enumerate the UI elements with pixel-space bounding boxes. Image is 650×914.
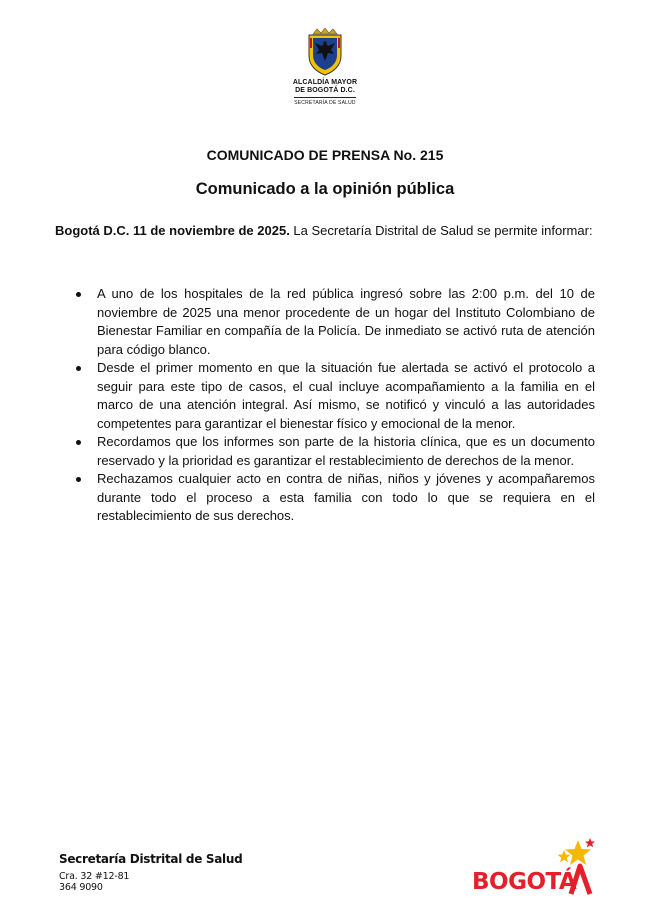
bogota-brand-logo bbox=[468, 836, 598, 902]
list-item-text: Desde el primer momento en que la situación fue alertada se activó el protocolo a seguir para este tipo de casos, el cual incluye acompañamiento a la familia en el marco de una atención integral. Así mismo, se notificó y vinculó a las autoridades competentes para garantizar el bienestar físico y emocional de la menor. bbox=[97, 360, 595, 431]
footer-contact bbox=[59, 852, 242, 893]
document-title: Comunicado a la opinión pública bbox=[195, 180, 455, 198]
list-item bbox=[55, 285, 595, 359]
statement-list bbox=[55, 285, 595, 526]
footer-phone: 364 9090 bbox=[59, 882, 103, 893]
org-subtitle: SECRETARÍA DE SALUD bbox=[294, 100, 356, 106]
intro-date-lead: Bogotá D.C. 11 de noviembre de 2025. bbox=[55, 223, 290, 238]
brand-wordmark: BOGOTÁ bbox=[472, 869, 577, 895]
footer-address: Cra. 32 #12-81 bbox=[59, 871, 130, 882]
bullet-dot-icon bbox=[76, 440, 81, 445]
footer-org-name: Secretaría Distrital de Salud bbox=[59, 852, 243, 866]
bullet-dot-icon bbox=[76, 477, 81, 482]
org-divider bbox=[294, 97, 356, 98]
coat-of-arms-icon bbox=[303, 28, 347, 76]
list-item-text: A uno de los hospitales de la red pública ingresó sobre las 2:00 p.m. del 10 de noviembre de 2025 una menor procedente de un hogar del Instituto Colombiano de Bienestar Familiar en compañía de la Policía. De inmediato se activó ruta de atención para código blanco. bbox=[97, 286, 595, 357]
intro-paragraph bbox=[55, 221, 595, 240]
org-name-line-1: ALCALDÍA MAYOR bbox=[292, 79, 358, 86]
list-item bbox=[55, 470, 595, 526]
bullet-dot-icon bbox=[76, 292, 81, 297]
list-item bbox=[55, 433, 595, 470]
list-item bbox=[55, 359, 595, 433]
org-name-line-2: DE BOGOTÁ D.C. bbox=[295, 87, 355, 94]
list-item-text: Rechazamos cualquier acto en contra de niñas, niños y jóvenes y acompañaremos durante todo el proceso a esta familia con todo lo que se requiera en el restablecimiento de sus derechos. bbox=[97, 471, 595, 523]
press-release-number: COMUNICADO DE PRENSA No. 215 bbox=[206, 147, 444, 163]
header-seal-block bbox=[0, 28, 650, 106]
intro-text: La Secretaría Distrital de Salud se permite informar: bbox=[289, 223, 593, 238]
bullet-dot-icon bbox=[76, 366, 81, 371]
list-item-text: Recordamos que los informes son parte de la historia clínica, que es un documento reservado y la prioridad es garantizar el restablecimiento de derechos de la menor. bbox=[97, 434, 595, 468]
